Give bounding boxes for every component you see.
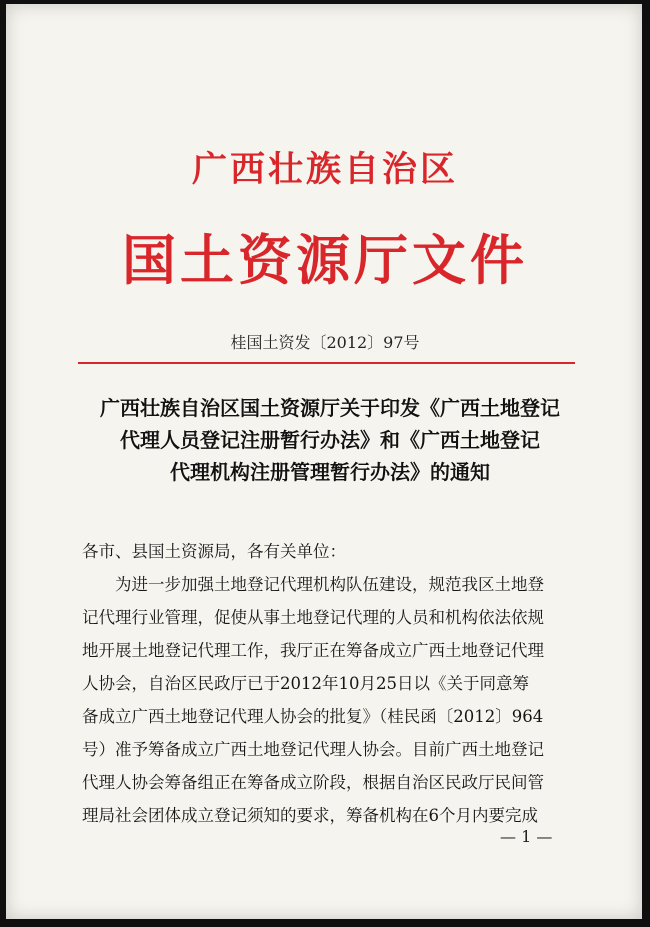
document-number: 桂国土资发〔2012〕97号: [230, 333, 420, 352]
document-header-title: 国土资源厅文件: [122, 228, 528, 292]
body-line: 备成立广西土地登记代理人协会的批复》（桂民函〔2012〕964: [82, 707, 544, 726]
issuer-name: 广西壮族自治区: [191, 149, 458, 190]
title-line: 广西壮族自治区国土资源厅关于印发《广西土地登记: [100, 396, 560, 420]
page-number: — 1 —: [500, 827, 553, 846]
body-line: 为进一步加强土地登记代理机构队伍建设，规范我区土地登: [82, 575, 544, 594]
body-line: 号）准予筹备成立广西土地登记代理人协会。目前广西土地登记: [82, 740, 544, 759]
title-line: 代理人员登记注册暂行办法》和《广西土地登记: [120, 428, 540, 452]
body-text: [82, 535, 572, 832]
red-divider-line: [78, 362, 575, 364]
body-line: 地开展土地登记代理工作，我厅正在筹备成立广西土地登记代理: [82, 641, 544, 660]
body-line: 理局社会团体成立登记须知的要求，筹备机构在6个月内要完成: [82, 806, 538, 825]
body-line: 记代理行业管理，促使从事土地登记代理的人员和机构依法依规: [82, 608, 544, 627]
title-line: 代理机构注册管理暂行办法》的通知: [170, 460, 490, 484]
salutation: 各市、县国土资源局，各有关单位：: [82, 542, 346, 561]
body-line: 人协会，自治区民政厅已于2012年10月25日以《关于同意筹: [82, 674, 529, 693]
notice-title: [80, 392, 580, 488]
body-line: 代理人协会筹备组正在筹备成立阶段，根据自治区民政厅民间管: [82, 773, 544, 792]
